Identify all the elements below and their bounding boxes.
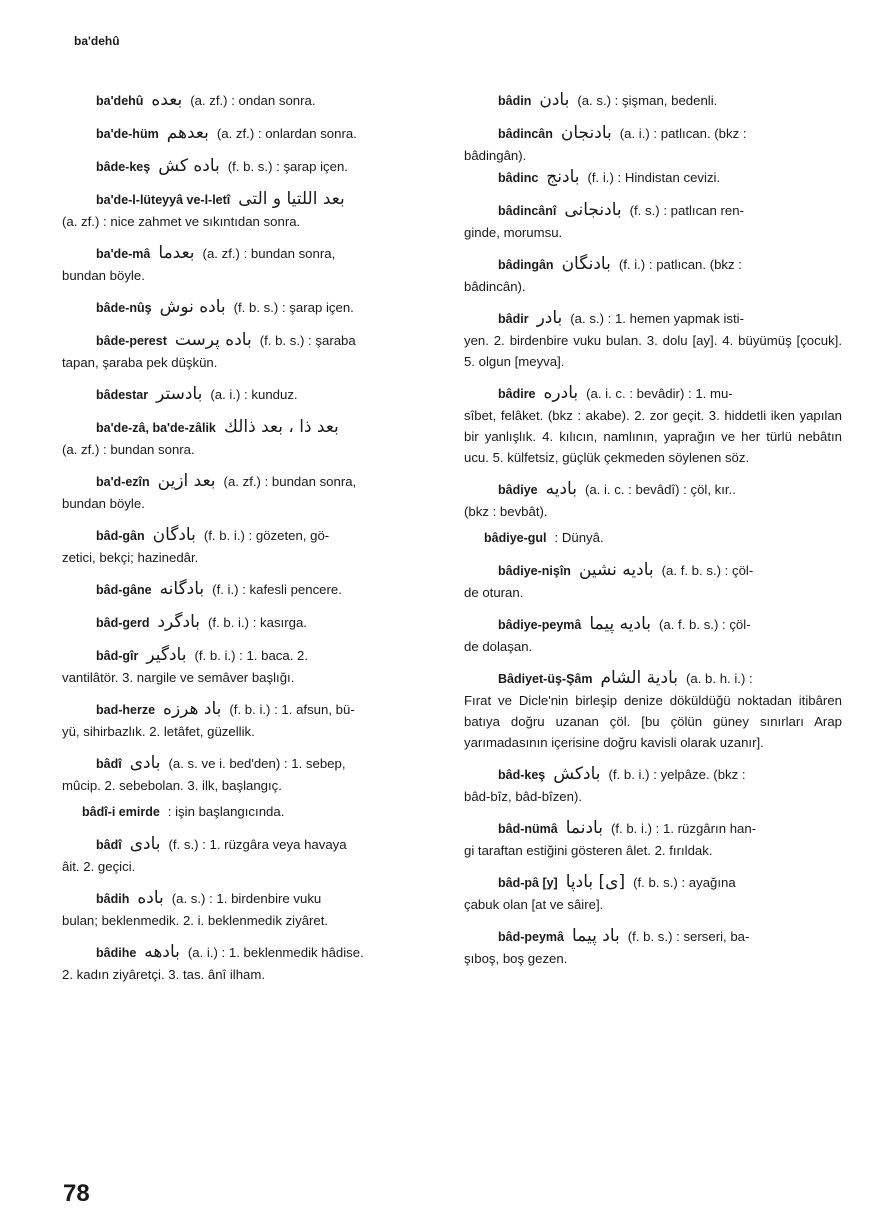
headword: bâdiye-gul xyxy=(484,531,547,545)
definition-continuation: (a. zf.) : bundan sonra. xyxy=(62,442,195,457)
headword: bâdiye xyxy=(498,483,538,497)
arabic-script: بعد اللتیا و التی xyxy=(238,189,345,209)
entry-first-line xyxy=(62,417,440,439)
headword: bâdiye-peymâ xyxy=(498,618,582,632)
entry-first-line xyxy=(62,90,440,112)
dictionary-entry xyxy=(62,90,440,112)
definition-start: (f. b. i.) : yelpâze. (bkz : xyxy=(608,767,746,782)
headword: ba'de-zâ, ba'de-zâlik xyxy=(96,421,216,435)
definition-start: (a. i.) : kunduz. xyxy=(210,387,298,402)
entry-first-line xyxy=(62,645,440,667)
arabic-script: باده کش xyxy=(158,156,220,176)
definition-start: (a. f. b. s.) : çöl- xyxy=(658,617,751,632)
definition-continuation: de dolaşan. xyxy=(464,639,533,654)
headword: bâd-nümâ xyxy=(498,822,558,836)
entry-first-line xyxy=(62,297,440,319)
definition-start: : Dünyâ. xyxy=(554,530,604,545)
right-column xyxy=(464,90,842,980)
definition-continuation: 2. kadın ziyâretçi. 3. tas. ânî ilham. xyxy=(62,967,266,982)
definition-start: (f. b. i.) : 1. afsun, bü- xyxy=(229,702,355,717)
dictionary-entry xyxy=(62,189,440,232)
definition-start: (f. s.) : patlıcan ren- xyxy=(629,203,744,218)
entry-first-line xyxy=(62,189,440,211)
arabic-script: بادستر xyxy=(156,384,203,404)
dictionary-entry xyxy=(62,699,440,742)
definition-continuation: de oturan. xyxy=(464,585,524,600)
headword: bâde-keş xyxy=(96,160,151,174)
definition-start: (a. s.) : 1. hemen yapmak isti- xyxy=(570,311,744,326)
dictionary-entry xyxy=(464,383,842,468)
arabic-script: بعد ذا ، بعد ذالك xyxy=(223,417,339,437)
definition-continuation: yü, sihirbazlık. 2. letâfet, güzellik. xyxy=(62,724,255,739)
headword: bâdingân xyxy=(498,258,554,272)
dictionary-entry xyxy=(464,254,842,297)
definition-start: (f. i.) : kafesli pencere. xyxy=(212,582,342,597)
definition-continuation: yen. 2. birdenbire vuku bulan. 3. dolu [ay]. 4. büyümüş [çocuk]. 5. olgun [meyva]. xyxy=(464,333,842,369)
entry-first-line xyxy=(464,926,842,948)
definition-continuation: tapan, şaraba pek düşkün. xyxy=(62,355,218,370)
definition-continuation: bulan; beklenmedik. 2. i. beklenmedik ziyâret. xyxy=(62,913,329,928)
definition-start: (f. b. i.) : kasırga. xyxy=(208,615,307,630)
definition-continuation: zetici, bekçi; hazinedâr. xyxy=(62,550,199,565)
dictionary-entry xyxy=(62,156,440,178)
headword: bâdinc xyxy=(498,171,539,185)
entry-first-line xyxy=(62,243,440,265)
headword: bâdî xyxy=(96,838,122,852)
definition-continuation: bundan böyle. xyxy=(62,268,145,283)
entry-first-line xyxy=(464,614,842,636)
definition-start: (f. b. s.) : şarap içen. xyxy=(227,159,348,174)
dictionary-entry xyxy=(62,297,440,319)
headword: bâdihe xyxy=(96,946,137,960)
dictionary-entry xyxy=(62,579,440,601)
entry-first-line xyxy=(62,471,440,493)
dictionary-entry xyxy=(62,801,440,823)
dictionary-entry xyxy=(62,471,440,514)
dictionary-entry xyxy=(62,123,440,145)
arabic-script: باد هرزه xyxy=(163,699,222,719)
entry-first-line xyxy=(62,384,440,406)
headword: bâdire xyxy=(498,387,536,401)
definition-start: (f. b. i.) : gözeten, gö- xyxy=(203,528,330,543)
headword: bâdî-i emirde xyxy=(82,805,160,819)
headword: bâdir xyxy=(498,312,529,326)
dictionary-entry xyxy=(464,123,842,166)
headword: bâdincânî xyxy=(498,204,557,218)
definition-start: (f. b. s.) : serseri, ba- xyxy=(627,929,750,944)
entry-first-line xyxy=(464,560,842,582)
entry-first-line xyxy=(464,872,842,894)
headword: bâdestar xyxy=(96,388,149,402)
definition-start: (a. b. h. i.) : xyxy=(686,671,753,686)
entry-first-line xyxy=(464,308,842,330)
definition-continuation: vantilâtör. 3. nargile ve semâver başlığı. xyxy=(62,670,295,685)
definition-continuation: Fırat ve Dicle'nin birleşip denize döküldüğü noktadan itibâren batıya doğru uzanan çöl. [bu çölün güney sınırları Arap yarımadasının içerisine doğru kavisli olarak uzanır]. xyxy=(464,693,842,750)
dictionary-entry xyxy=(62,330,440,373)
entry-first-line xyxy=(464,200,842,222)
definition-start: (f. b. i.) : 1. rüzgârın han- xyxy=(610,821,757,836)
definition-start: (a. zf.) : ondan sonra. xyxy=(190,93,316,108)
dictionary-entry xyxy=(62,942,440,985)
dictionary-entry xyxy=(464,200,842,243)
dictionary-entry xyxy=(62,612,440,634)
arabic-script: باده نوش xyxy=(159,297,226,317)
entry-first-line xyxy=(62,579,440,601)
definition-continuation: mûcip. 2. sebebolan. 3. ilk, başlangıç. xyxy=(62,778,282,793)
dictionary-entry xyxy=(464,527,842,549)
headword: Bâdiyet-üş-Şâm xyxy=(498,672,593,686)
headword: ba'dehû xyxy=(96,94,144,108)
definition-start: (f. i.) : patlıcan. (bkz : xyxy=(618,257,742,272)
headword: bâd-gîr xyxy=(96,649,139,663)
arabic-script: بادره xyxy=(543,383,579,403)
definition-start: (a. i.) : 1. beklenmedik hâdise. xyxy=(187,945,364,960)
headword: bâd-peymâ xyxy=(498,930,564,944)
headword: bâdî xyxy=(96,757,122,771)
dictionary-entry xyxy=(464,764,842,807)
left-column xyxy=(62,90,440,996)
entry-first-line xyxy=(464,668,842,690)
dictionary-entry xyxy=(62,888,440,931)
entry-first-line xyxy=(62,699,440,721)
entry-first-line xyxy=(464,254,842,276)
arabic-script: بادیة الشام xyxy=(600,668,678,688)
headword: bâd-gân xyxy=(96,529,145,543)
entry-first-line xyxy=(62,888,440,910)
dictionary-entry xyxy=(62,645,440,688)
entry-first-line xyxy=(464,527,842,549)
dictionary-entry xyxy=(464,926,842,969)
definition-start: (f. b. s.) : ayağına xyxy=(633,875,736,890)
arabic-script: بادگرد xyxy=(157,612,201,632)
dictionary-entry xyxy=(62,417,440,460)
arabic-script: بادر xyxy=(536,308,563,328)
entry-first-line xyxy=(464,383,842,405)
definition-continuation: bundan böyle. xyxy=(62,496,145,511)
dictionary-entry xyxy=(62,753,440,796)
arabic-script: بادنگان xyxy=(561,254,611,274)
definition-continuation: (bkz : bevbât). xyxy=(464,504,548,519)
arabic-script: بادی xyxy=(129,753,161,773)
arabic-script: بادهه xyxy=(144,942,180,962)
dictionary-entry xyxy=(464,818,842,861)
entry-first-line xyxy=(62,123,440,145)
dictionary-entry xyxy=(464,90,842,112)
entry-first-line xyxy=(464,167,842,189)
headword: ba'de-l-lüteyyâ ve-l-letî xyxy=(96,193,231,207)
headword: bâdih xyxy=(96,892,130,906)
running-head: ba'dehû xyxy=(74,34,120,48)
arabic-script: باده پرست xyxy=(174,330,252,350)
dictionary-entry xyxy=(464,872,842,915)
entry-first-line xyxy=(464,123,842,145)
definition-continuation: gi taraftan estiğini gösteren âlet. 2. fırıldak. xyxy=(464,843,713,858)
arabic-script: بادگانه xyxy=(159,579,205,599)
arabic-script: بادنما xyxy=(565,818,603,838)
arabic-script: بادیه پیما xyxy=(589,614,651,634)
entry-first-line xyxy=(464,818,842,840)
arabic-script: بادی xyxy=(129,834,161,854)
dictionary-entry xyxy=(464,560,842,603)
headword: bâd-gâne xyxy=(96,583,152,597)
definition-start: : işin başlangıcında. xyxy=(167,804,285,819)
arabic-script: بادیه نشین xyxy=(578,560,654,580)
headword: ba'de-hüm xyxy=(96,127,159,141)
entry-first-line xyxy=(62,834,440,856)
arabic-script: بعدهم xyxy=(166,123,209,143)
definition-start: (a. s. ve i. bed'den) : 1. sebep, xyxy=(168,756,346,771)
definition-continuation: bâdincân). xyxy=(464,279,526,294)
headword: bâd-keş xyxy=(498,768,546,782)
dictionary-entry xyxy=(62,243,440,286)
headword: bâd-pâ [y] xyxy=(498,876,558,890)
definition-start: (f. s.) : 1. rüzgâra veya havaya xyxy=(168,837,347,852)
entry-first-line xyxy=(464,90,842,112)
headword: bâdiye-nişîn xyxy=(498,564,571,578)
arabic-script: بادنجان xyxy=(560,123,612,143)
definition-continuation: sîbet, felâket. (bkz : akabe). 2. zor geçit. 3. hiddetli iken yapılan bir yanlışlık. 4. kılıcın, namlının, yaprağın ve her türlü nebâtın ucu. 5. külfetsiz, güçlük çekmeden söylenen söz. xyxy=(464,408,842,465)
headword: bad-herze xyxy=(96,703,156,717)
definition-continuation: (a. zf.) : nice zahmet ve sıkıntıdan sonra. xyxy=(62,214,301,229)
dictionary-entry xyxy=(62,525,440,568)
headword: bâdin xyxy=(498,94,532,108)
entry-first-line xyxy=(62,525,440,547)
definition-start: (f. b. i.) : 1. baca. 2. xyxy=(194,648,309,663)
definition-start: (a. zf.) : bundan sonra, xyxy=(202,246,336,261)
definition-start: (a. zf.) : bundan sonra, xyxy=(223,474,357,489)
dictionary-entry xyxy=(464,479,842,522)
definition-start: (a. s.) : 1. birdenbire vuku xyxy=(171,891,322,906)
headword: ba'd-ezîn xyxy=(96,475,150,489)
arabic-script: باد پیما xyxy=(572,926,620,946)
arabic-script: بعد ازین xyxy=(157,471,216,491)
dictionary-entry xyxy=(464,668,842,753)
definition-continuation: bâdingân). xyxy=(464,148,527,163)
definition-start: (a. i.) : patlıcan. (bkz : xyxy=(619,126,747,141)
definition-start: (a. f. b. s.) : çöl- xyxy=(661,563,754,578)
dictionary-entry xyxy=(62,384,440,406)
arabic-script: بادن xyxy=(539,90,570,110)
entry-first-line xyxy=(464,764,842,786)
arabic-script: بعدما xyxy=(158,243,195,263)
entry-first-line xyxy=(62,612,440,634)
definition-start: (a. i. c. : bevâdî) : çöl, kır.. xyxy=(584,482,736,497)
arabic-script: باده xyxy=(137,888,164,908)
headword: bâdincân xyxy=(498,127,553,141)
entry-first-line xyxy=(62,156,440,178)
arabic-script: [ی] بادپا xyxy=(565,872,626,892)
headword: bâde-nûş xyxy=(96,301,152,315)
entry-first-line xyxy=(62,801,440,823)
definition-continuation: şıboş, boş gezen. xyxy=(464,951,568,966)
definition-continuation: bâd-bîz, bâd-bîzen). xyxy=(464,789,583,804)
definition-continuation: ginde, morumsu. xyxy=(464,225,563,240)
entry-first-line xyxy=(62,753,440,775)
headword: ba'de-mâ xyxy=(96,247,151,261)
definition-continuation: âit. 2. geçici. xyxy=(62,859,136,874)
dictionary-entry xyxy=(464,167,842,189)
definition-start: (f. b. s.) : şaraba xyxy=(259,333,356,348)
arabic-script: بعده xyxy=(151,90,183,110)
definition-start: (f. b. s.) : şarap içen. xyxy=(233,300,354,315)
arabic-script: بادنج xyxy=(546,167,580,187)
definition-start: (f. i.) : Hindistan cevizi. xyxy=(587,170,721,185)
entry-first-line xyxy=(464,479,842,501)
headword: bâde-perest xyxy=(96,334,167,348)
definition-start: (a. zf.) : onlardan sonra. xyxy=(216,126,357,141)
dictionary-entry xyxy=(464,614,842,657)
arabic-script: بادیه xyxy=(545,479,577,499)
entry-first-line xyxy=(62,942,440,964)
page-number: 78 xyxy=(63,1180,90,1207)
definition-continuation: çabuk olan [at ve sâire]. xyxy=(464,897,604,912)
headword: bâd-gerd xyxy=(96,616,150,630)
arabic-script: بادگیر xyxy=(146,645,187,665)
definition-start: (a. s.) : şişman, bedenli. xyxy=(577,93,718,108)
entry-first-line xyxy=(62,330,440,352)
dictionary-entry xyxy=(62,834,440,877)
dictionary-entry xyxy=(464,308,842,372)
arabic-script: بادگان xyxy=(152,525,196,545)
arabic-script: بادکش xyxy=(553,764,601,784)
definition-start: (a. i. c. : bevâdir) : 1. mu- xyxy=(586,386,733,401)
arabic-script: بادنجانی xyxy=(564,200,622,220)
